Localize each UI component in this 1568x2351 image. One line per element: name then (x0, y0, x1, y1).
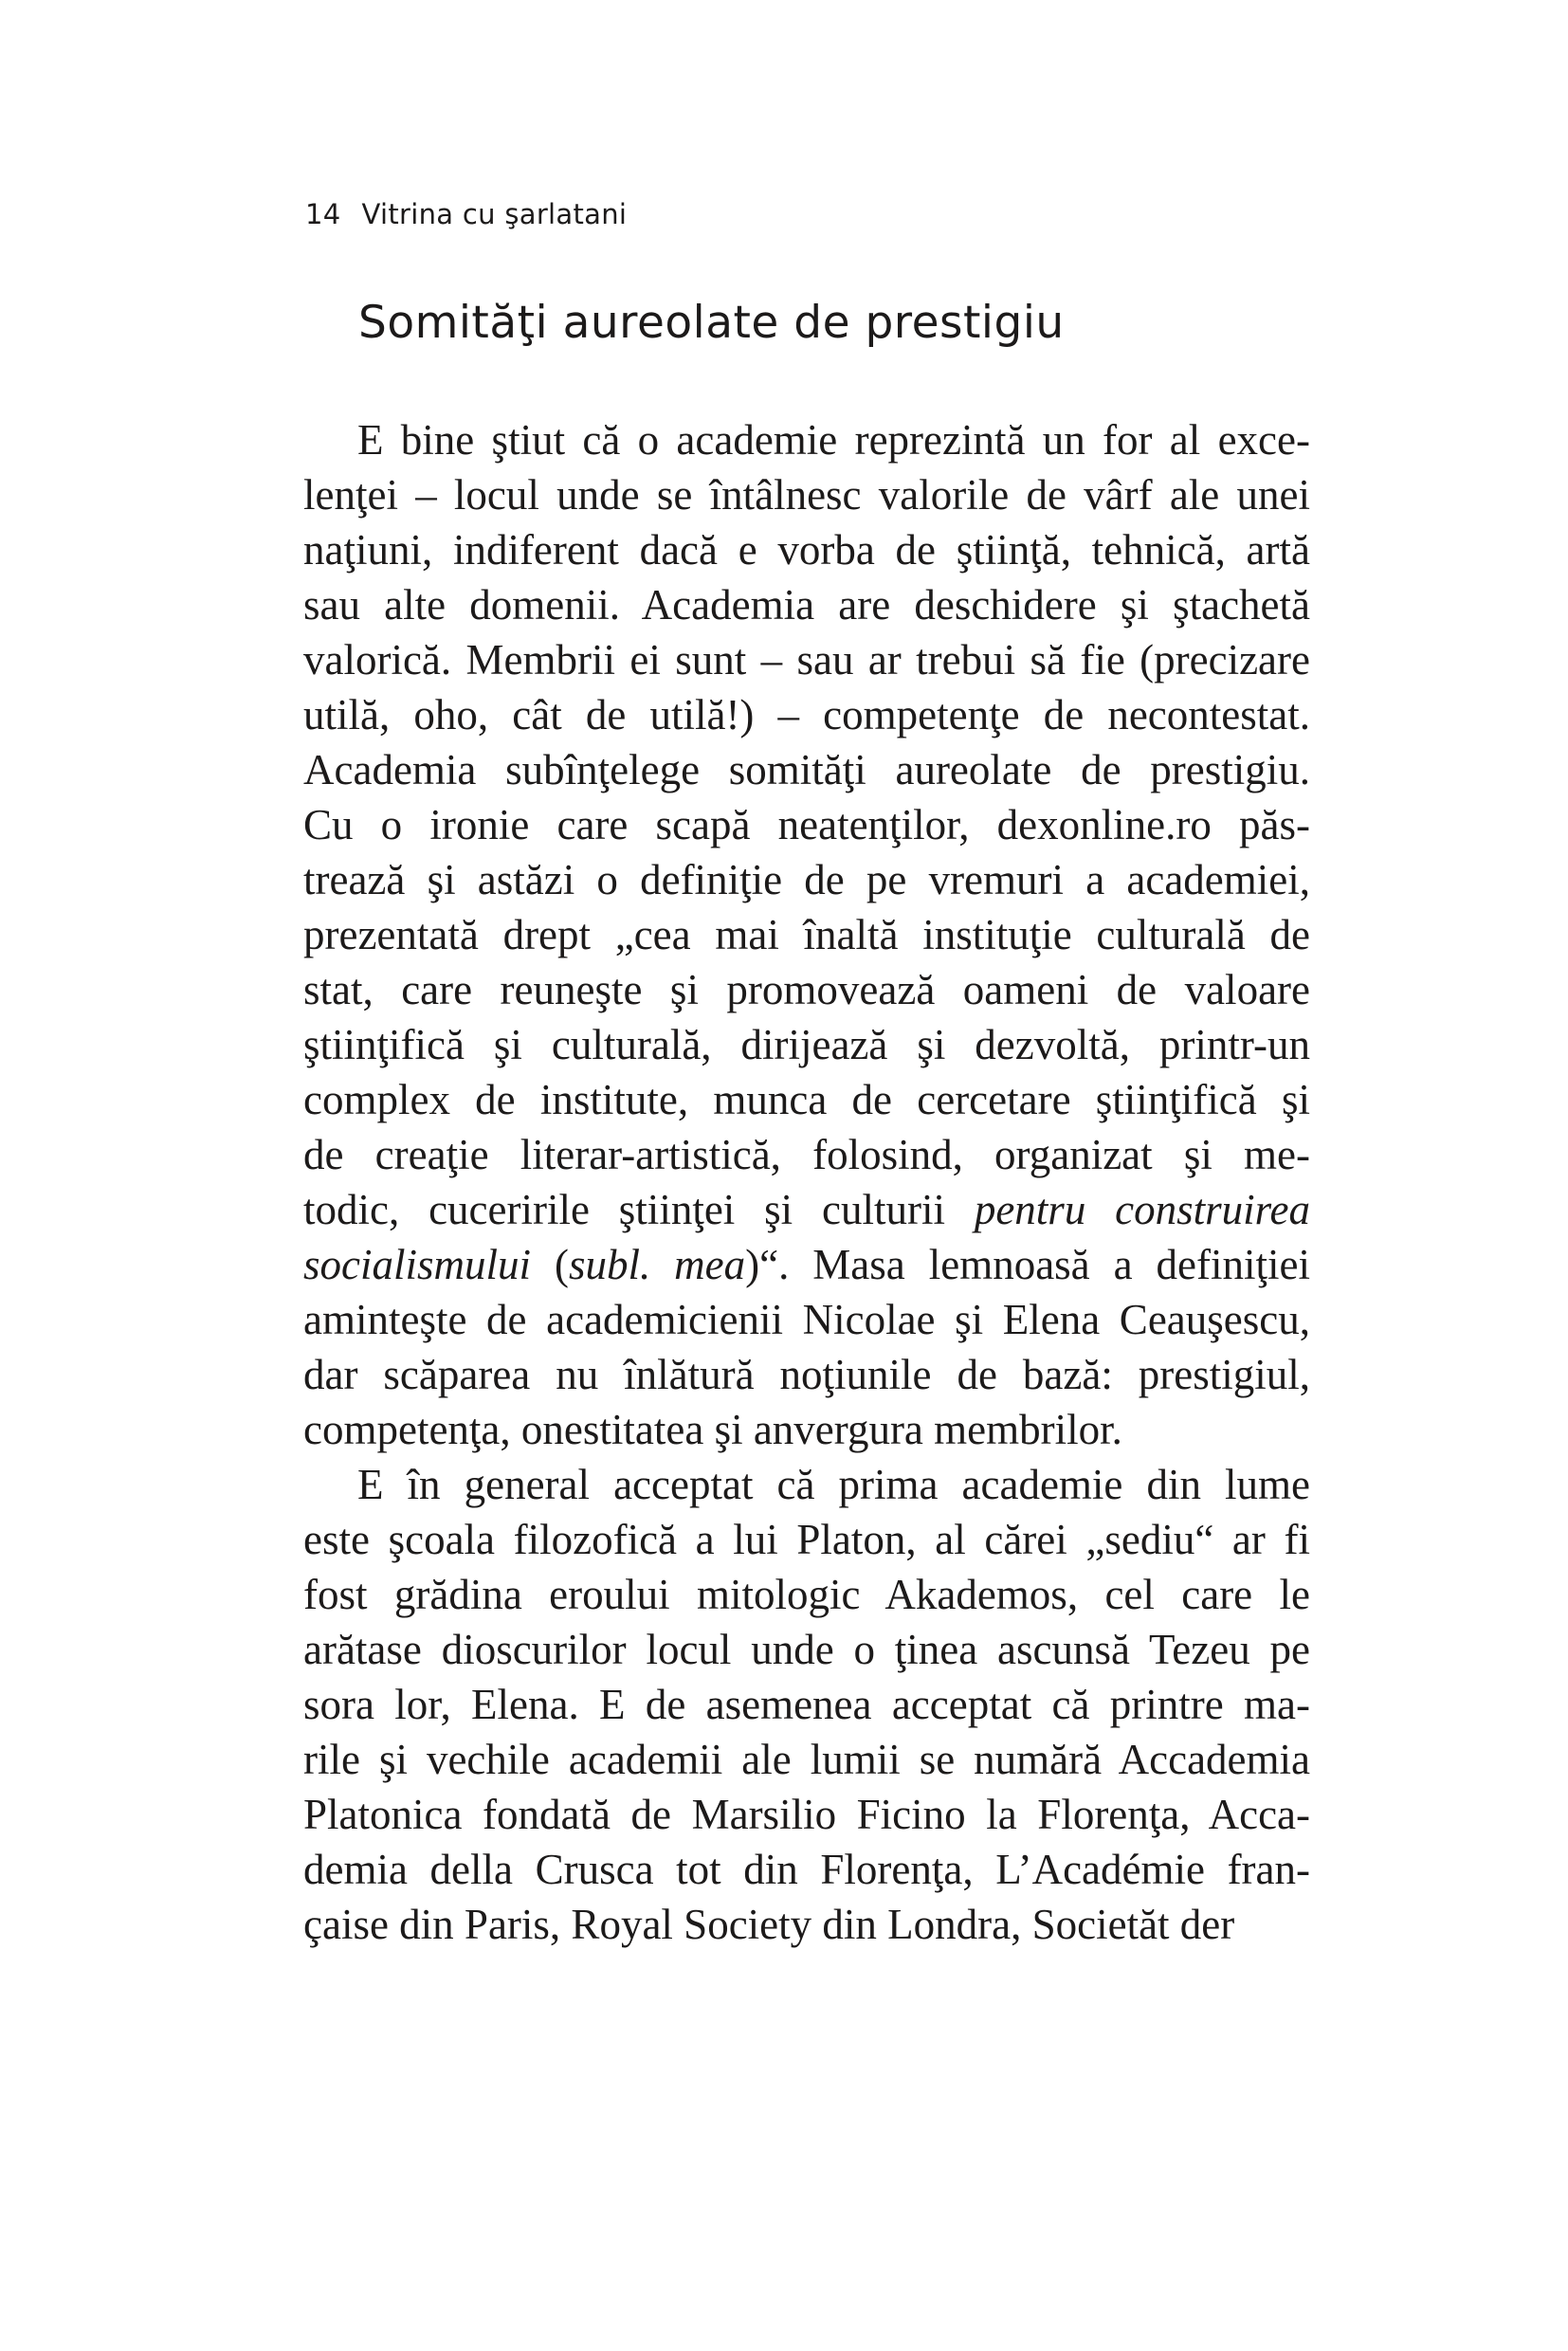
text-line (303, 687, 1310, 742)
text-run: dar scăparea nu înlătură noţiunile de bază: prestigiul, (303, 1351, 1310, 1398)
text-line (303, 1182, 1310, 1237)
text-line (303, 1512, 1310, 1567)
text-run: de creaţie literar-artistică, folosind, organizat şi me- (303, 1131, 1310, 1178)
paragraph (303, 1457, 1310, 1952)
text-line (303, 467, 1310, 522)
text-run: Platonica fondată de Marsilio Ficino la Florenţa, Acca- (303, 1791, 1310, 1838)
text-run: rile şi vechile academii ale lumii se numără Accademia (303, 1736, 1310, 1783)
text-run: sora lor, Elena. E de asemenea acceptat că printre ma- (303, 1681, 1310, 1728)
text-line (303, 1072, 1310, 1127)
text-run: competenţa, onestitatea şi anvergura membrilor. (303, 1406, 1122, 1453)
text-run: complex de institute, munca de cercetare ştiinţifică şi (303, 1076, 1310, 1123)
text-line (303, 577, 1310, 632)
text-line (303, 522, 1310, 577)
body-text (303, 412, 1310, 1952)
text-run: sau alte domenii. Academia are deschidere şi ştachetă (303, 581, 1310, 629)
text-line (303, 632, 1310, 687)
text-line (303, 1292, 1310, 1347)
text-run: aminteşte de academicienii Nicolae şi Elena Ceauşescu, (303, 1296, 1310, 1343)
text-run: todic, cuceririle ştiinţei şi culturii (303, 1186, 975, 1233)
italic-text: subl. mea (568, 1241, 746, 1288)
text-line (303, 1622, 1310, 1677)
text-line (303, 962, 1310, 1017)
text-line (303, 1732, 1310, 1787)
text-run: este şcoala filozofică a lui Platon, al cărei „sediu“ ar fi (303, 1516, 1310, 1563)
text-line (303, 742, 1310, 797)
italic-text: pentru construirea (974, 1186, 1310, 1233)
text-run: stat, care reuneşte şi promovează oameni de valoare (303, 966, 1310, 1013)
text-line (303, 1787, 1310, 1842)
text-line (303, 1127, 1310, 1182)
text-line (303, 1457, 1310, 1512)
text-run: çaise din Paris, Royal Society din Londra, Societăt der (303, 1901, 1235, 1948)
text-run: naţiuni, indiferent dacă e vorba de ştiinţă, tehnică, artă (303, 526, 1310, 574)
text-line (303, 1237, 1310, 1292)
text-run: valorică. Membrii ei sunt – sau ar trebui să fie (precizare (303, 636, 1310, 683)
paragraph (303, 412, 1310, 1457)
text-run: fost grădina eroului mitologic Akademos, cel care le (303, 1571, 1310, 1618)
text-line (303, 1017, 1310, 1072)
text-line (303, 1842, 1310, 1897)
text-run: demia della Crusca tot din Florenţa, L’Académie fran- (303, 1846, 1310, 1893)
text-run: )“. Masa lemnoasă a definiţiei (745, 1241, 1310, 1288)
text-run: E bine ştiut că o academie reprezintă un for al exce- (357, 416, 1310, 464)
text-line (303, 1677, 1310, 1732)
section-title: Somităţi aureolate de prestigiu (358, 297, 1065, 349)
page-number: 14 (305, 198, 341, 230)
text-run: E în general acceptat că prima academie din lume (357, 1461, 1310, 1508)
text-line (303, 412, 1310, 467)
text-run: Cu o ironie care scapă neatenţilor, dexonline.ro păs- (303, 801, 1310, 848)
text-run: prezentată drept „cea mai înaltă instituţie culturală de (303, 911, 1310, 958)
italic-text: socialismului (303, 1241, 532, 1288)
text-line (303, 852, 1310, 907)
text-run: ( (531, 1241, 569, 1288)
text-run: ştiinţifică şi culturală, dirijează şi dezvoltă, printr-un (303, 1021, 1310, 1068)
text-line (303, 1897, 1310, 1952)
text-run: trează şi astăzi o definiţie de pe vremuri a academiei, (303, 856, 1310, 903)
text-line (303, 907, 1310, 962)
text-run: lenţei – locul unde se întâlnesc valorile de vârf ale unei (303, 471, 1310, 519)
text-run: utilă, oho, cât de utilă!) – competenţe de necontestat. (303, 691, 1310, 738)
text-line (303, 797, 1310, 852)
running-head (305, 195, 627, 233)
text-line (303, 1347, 1310, 1402)
text-run: Academia subînţelege somităţi aureolate de prestigiu. (303, 746, 1310, 793)
text-line (303, 1402, 1310, 1457)
text-run: arătase dioscurilor locul unde o ţinea ascunsă Tezeu pe (303, 1626, 1310, 1673)
text-line (303, 1567, 1310, 1622)
book-title: Vitrina cu şarlatani (361, 198, 628, 230)
